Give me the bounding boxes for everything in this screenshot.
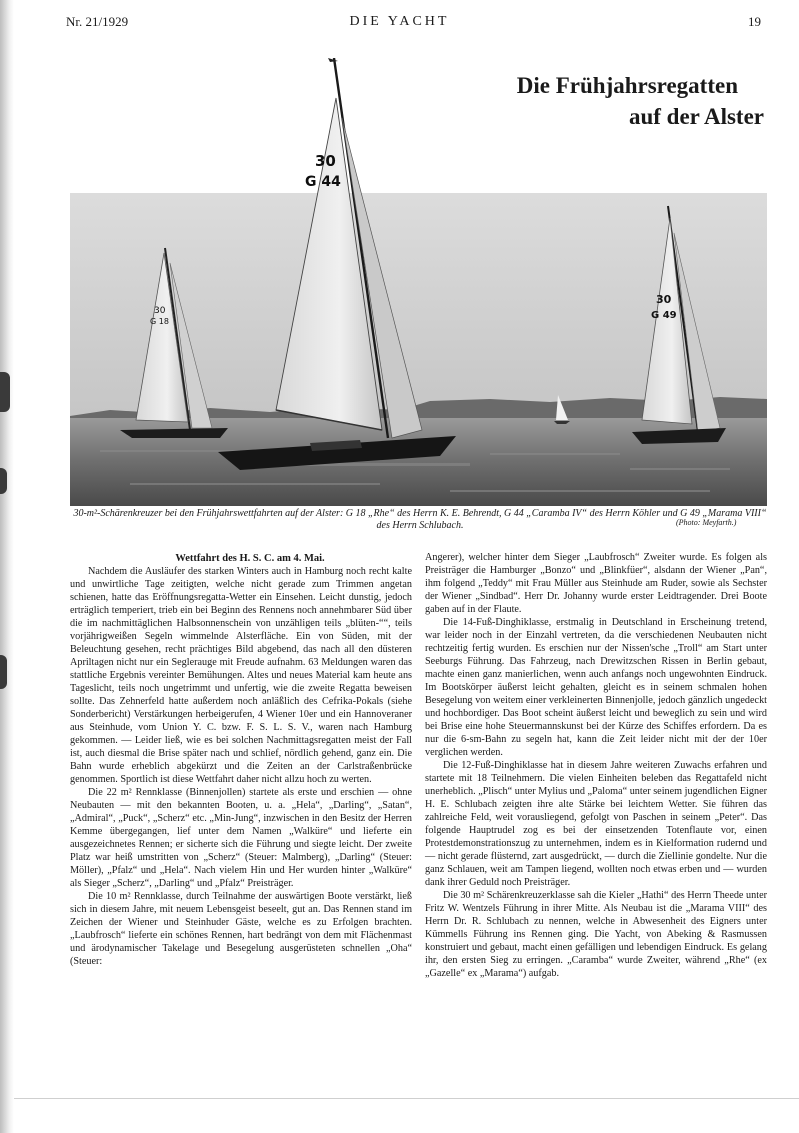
page-number: 19 (748, 14, 761, 29)
paragraph: Angerer), welcher hinter dem Sieger „Laubfrosch“ Zweiter wurde. Es folgen als Preisträger die Hamburger „Bonzo“ und „Blinkfüer“, alsdann der Wiener „Pan“, ihm folgend „Teddy“ mit Frau Müller aus Steinhude am Ruder, sowie als Sechster der Wiener „Sindbad“. Herr Dr. Johanny wurde erster Leidtragender. Drei Boote gaben auf in der Flaute. (425, 552, 767, 615)
sail-number: G 18 (150, 317, 169, 326)
photo-credit: (Photo: Meyfarth.) (676, 518, 737, 527)
sail-number: 30 (315, 152, 336, 170)
sail-number: 30 (656, 293, 672, 306)
page-edge-shadow (0, 0, 14, 1133)
magazine-title: DIE YACHT (349, 14, 450, 29)
binding-hole (0, 468, 7, 494)
section-heading: Wettfahrt des H. S. C. am 4. Mai. (175, 553, 325, 564)
photo-caption: 30-m²-Schärenkreuzer bei den Frühjahrswettfahrten auf der Alster: G 18 „Rhe“ des Herrn K. E. Behrendt, G 44 „Caramba IV“ des Herrn Köhler und G 49 „Marama VIII“ des Herrn Schlubach. (73, 508, 767, 531)
sail-number: G 44 (305, 174, 341, 190)
article-headline (370, 70, 764, 132)
paragraph: Die 22 m² Rennklasse (Binnenjollen) startete als erste und erschien — ohne Neubauten — mit den bekannten Booten, u. a. „Hela“, „Darling“, „Satan“, „Admiral“, „Puck“, „Scherz“ etc. „Min-Jung“, inzwischen in den Besitz der Herren Kemme übergegangen, lief unter dem Namen „Walküre“ und lieferte ein ausgezeichnetes Rennen; er sicherte sich die Führung und siegte leicht. Der zweite Platz war heiß umstritten von „Scherz“ (Steuer: Malmberg), „Darling“ (Steuer: Möller), „Pfalz“ und „Hela“. Nach vielem Hin und Her wurden hinter „Walküre“ als Sieger „Scherz“, „Darling“ und „Pfalz“ Preisträger. (70, 787, 412, 889)
binding-hole (0, 372, 10, 412)
binding-hole (0, 655, 7, 689)
article-column-right (425, 551, 767, 980)
paragraph: Nachdem die Ausläufer des starken Winters auch in Hamburg noch recht kalte und unwirtliche Tage zeitigten, welche nicht gerade zum Trimmen angetan schienen, hatte das Eröffnungsregatta-Wetter ein Einsehen. Leicht dunstig, jedoch erträglich temperiert, trieb ein bei Beginn des Rennens noch annehmbarer Süd über die im nachmittäglichen Halbsonnenschein von unzähligen teils „blüten-““, teils vorjährigweißen Segeln wimmelnde Alsterfläche. Ein von Süden, mit der Beleuchtung gesehen, recht prächtiges Bild abgebend, das nach all den düsteren Apriltagen nicht nur ein Seglerauge mit Freude aufnahm. 63 Meldungen waren das stattliche Ergebnis vereinter Bemühungen. Altes und neues Material kam heute ans Tageslicht, teils noch ungetrimmt und unfertig, wie die zweite Regatta beweisen sollte. Das Zehnerfeld hatte außerdem noch anläßlich des Cefrika-Pokals (siehe Sonderbericht) Verstärkungen herbeigerufen, 4 Wiener 10er und ein Hannoveraner aus Steinhude, vom Union Y. C. bzw. F. S. L. S. V., waren nach Hamburg gekommen. — Leider ließ, wie es bei solchen Nachmittagsregatten meist der Fall ist, auch diesmal die Brise später nach und schlief, nördlich gehend, ganz ein. Die Bahn wurde erheblich abgekürzt und die Zeiten an der Carlstraßenbrücke genommen. Sportlich ist diese Wettfahrt daher nicht allzu hoch zu werten. (70, 566, 412, 785)
paragraph: Die 30 m² Schärenkreuzerklasse sah die Kieler „Hathi“ des Herrn Theede unter Fritz W. Wentzels Führung in ihrer Mitte. Als Neubau ist die „Marama VIII“ des Herrn Dr. R. Schlubach zu nennen, welche in Abwesenheit des Eigners unter Kümmells Führung ins Rennen ging. Die Yacht, von Abeking & Rasmussen konstruiert und gebaut, macht einen gefälligen und lebendigen Eindruck. Es gelang ihr, den ersten Sieg zu erringen. „Caramba“ wurde Zweiter, während „Rhe“ (ex „Gazelle“ ex „Marama“) aufgab. (425, 890, 767, 979)
paragraph: Die 12-Fuß-Dinghiklasse hat in diesem Jahre weiteren Zuwachs erfahren und startete mit 18 Teilnehmern. Die vielen Einheiten beleben das Regattafeld nicht unerheblich. „Plisch“ unter Mylius und „Paloma“ unter seinem jugendlichen Eigner H. E. Schlubach zeigten ihre alte Stärke bei leichtem Wetter. Sie führen das zahlreiche Feld, weit vorausliegend, gefolgt von Paschen in seinem „Peter“. Das folgende Hauptrudel zog es bei der einsetzenden Totenflaute vor, einen Protestdemonstrationszug zu unternehmen, indem es in Kielformation rudernd und — nicht gerade flüsternd, zart ausgedrückt, — durch die Ziellinie gondelte. Nur die ganz Schlauen, weit am Tampen liegend, wollten noch etwas erben und — wurden dank ihrer Geduld noch Preisträger. (425, 760, 767, 888)
sail-number: G 49 (651, 310, 677, 321)
article-column-left (70, 552, 412, 968)
page-bottom-edge (14, 1098, 799, 1099)
issue-number: Nr. 21/1929 (66, 14, 129, 29)
headline-line-1: Die Frühjahrsregatten (516, 73, 738, 98)
paragraph: Die 14-Fuß-Dinghiklasse, erstmalig in Deutschland in Erscheinung tretend, war leider noch in der Einzahl vertreten, da die verschiedenen Neubauten nicht rechtzeitig fertig wurden. Es erschien nur der Nissen'sche „Troll“ am Start unter Seeburgs Führung. Das Fahrzeug, nach Drewitzschen Rissen in Berlin gebaut, machte einen ganz manierlichen, wenn auch anfangs noch ungewohnten Eindruck. Im Bootskörper äußerst leicht gehalten, gleicht es in seinem schmalen hohen Besegelung von weitem einer verkleinerten Binnenjolle, jedoch gänzlich ungedeckt und hochbordiger. Das Boot scheint äußerst leicht und beweglich zu sein und wird bei Brise eine hohe Steuermannskunst bei der Kürze des Schiffes erfordern. Da es nur die 6-sm-Bahn zu segeln hat, kann die Zeit leider nicht mit der der 10er verglichen werden. (425, 617, 767, 758)
sail-number: 30 (154, 306, 166, 316)
headline-line-2: auf der Alster (628, 104, 764, 129)
paragraph: Die 10 m² Rennklasse, durch Teilnahme der auswärtigen Boote verstärkt, ließ sich in diesem Jahre, mit neuem Lebensgeist beseelt, gut an. Das Rennen stand im Zeichen der Wiener und Steinhuder Gäste, welche es zu Erfolgen brachten. „Laubfrosch“ lieferte ein schönes Rennen, hart bedrängt von dem mit Flächenmast und ärodynamischer Takelage und Besegelung ausgerüsteten schnellen „Oha“ (Steuer: (70, 891, 412, 967)
